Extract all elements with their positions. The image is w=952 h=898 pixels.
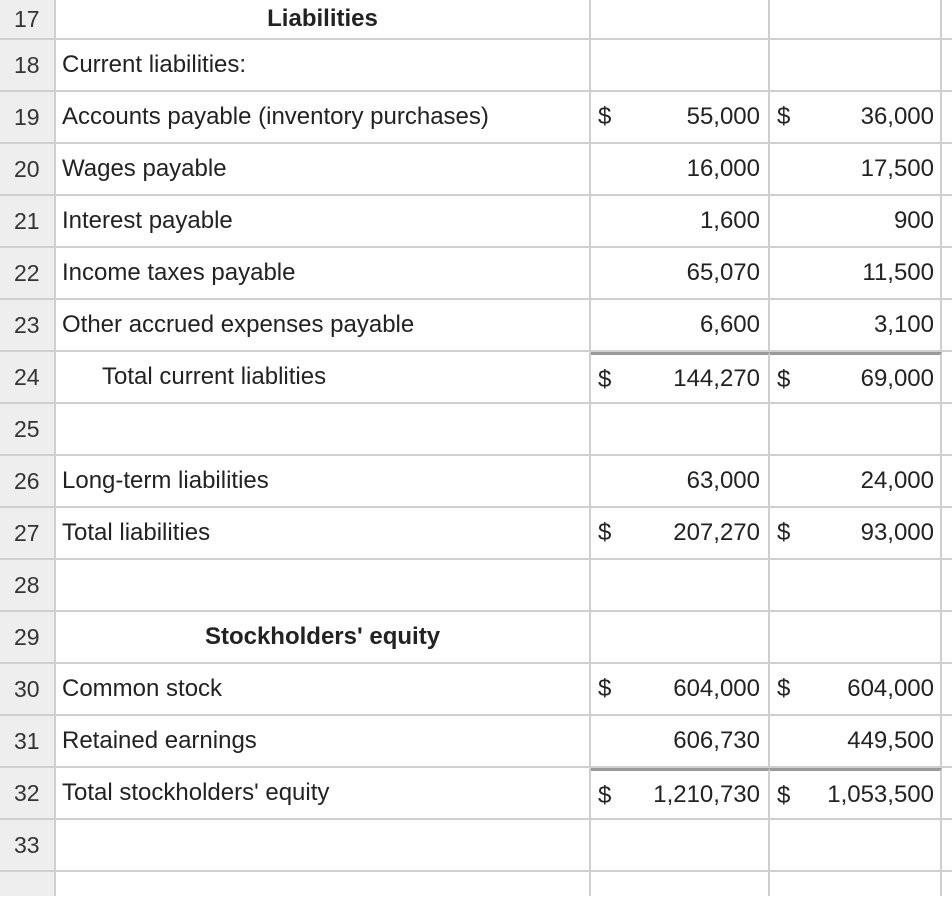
current-year-cell[interactable] bbox=[591, 768, 770, 818]
label-cell[interactable]: Total current liablities bbox=[56, 352, 591, 402]
label-cell[interactable]: Other accrued expenses payable bbox=[56, 300, 591, 350]
value: 16,000 bbox=[686, 155, 760, 182]
row-number[interactable]: 20 bbox=[0, 144, 56, 194]
table-row bbox=[0, 144, 952, 196]
row-number[interactable]: 31 bbox=[0, 716, 56, 766]
current-year-cell[interactable] bbox=[591, 612, 770, 662]
prior-year-cell[interactable] bbox=[770, 560, 942, 610]
table-row bbox=[0, 456, 952, 508]
dollar-sign: $ bbox=[777, 103, 791, 130]
dollar-sign: $ bbox=[777, 675, 791, 702]
label-cell[interactable]: Accounts payable (inventory purchases) bbox=[56, 92, 591, 142]
table-row-partial bbox=[0, 872, 952, 896]
row-number[interactable]: 22 bbox=[0, 248, 56, 298]
value: 900 bbox=[893, 207, 934, 234]
dollar-sign: $ bbox=[598, 103, 612, 130]
current-year-cell[interactable] bbox=[591, 248, 770, 298]
prior-year-cell[interactable] bbox=[770, 300, 942, 350]
row-number[interactable]: 33 bbox=[0, 820, 56, 870]
prior-year-cell[interactable] bbox=[770, 352, 942, 402]
prior-year-cell[interactable] bbox=[770, 144, 942, 194]
current-year-cell[interactable] bbox=[591, 872, 770, 896]
table-row bbox=[0, 768, 952, 820]
prior-year-cell[interactable] bbox=[770, 820, 942, 870]
current-year-cell[interactable] bbox=[591, 92, 770, 142]
table-row bbox=[0, 820, 952, 872]
prior-year-cell[interactable] bbox=[770, 196, 942, 246]
current-year-cell[interactable] bbox=[591, 508, 770, 558]
table-row bbox=[0, 40, 952, 92]
table-row bbox=[0, 300, 952, 352]
prior-year-cell[interactable] bbox=[770, 404, 942, 454]
label-cell[interactable] bbox=[56, 404, 591, 454]
dollar-sign: $ bbox=[777, 519, 791, 546]
table-row bbox=[0, 404, 952, 456]
dollar-sign: $ bbox=[598, 519, 612, 546]
current-year-cell[interactable] bbox=[591, 352, 770, 402]
label-cell[interactable]: Interest payable bbox=[56, 196, 591, 246]
value: 11,500 bbox=[862, 259, 934, 286]
value: 17,500 bbox=[860, 155, 934, 182]
prior-year-cell[interactable] bbox=[770, 92, 942, 142]
current-year-cell[interactable] bbox=[591, 716, 770, 766]
row-number[interactable]: 24 bbox=[0, 352, 56, 402]
value: 69,000 bbox=[860, 364, 934, 392]
table-row bbox=[0, 508, 952, 560]
value: 207,270 bbox=[673, 519, 760, 546]
value: 604,000 bbox=[673, 675, 760, 702]
row-number[interactable]: 23 bbox=[0, 300, 56, 350]
table-row bbox=[0, 248, 952, 300]
label-cell[interactable]: Retained earnings bbox=[56, 716, 591, 766]
label-cell[interactable]: Wages payable bbox=[56, 144, 591, 194]
dollar-sign: $ bbox=[598, 675, 612, 702]
value: 55,000 bbox=[686, 103, 760, 130]
table-row bbox=[0, 196, 952, 248]
prior-year-cell[interactable] bbox=[770, 0, 942, 38]
row-number[interactable]: 17 bbox=[0, 0, 56, 38]
prior-year-cell[interactable] bbox=[770, 664, 942, 714]
row-number[interactable]: 18 bbox=[0, 40, 56, 90]
prior-year-cell[interactable] bbox=[770, 872, 942, 896]
current-year-cell[interactable] bbox=[591, 144, 770, 194]
row-number[interactable]: 21 bbox=[0, 196, 56, 246]
prior-year-cell[interactable] bbox=[770, 40, 942, 90]
row-number[interactable]: 26 bbox=[0, 456, 56, 506]
value: 604,000 bbox=[847, 675, 934, 702]
label-cell[interactable] bbox=[56, 872, 591, 896]
current-year-cell[interactable] bbox=[591, 40, 770, 90]
value: 1,600 bbox=[699, 207, 760, 234]
value: 1,053,500 bbox=[827, 780, 934, 808]
label-cell[interactable]: Common stock bbox=[56, 664, 591, 714]
label-cell[interactable]: Current liabilities: bbox=[56, 40, 591, 90]
table-row bbox=[0, 560, 952, 612]
dollar-sign: $ bbox=[777, 366, 791, 393]
prior-year-cell[interactable] bbox=[770, 716, 942, 766]
value: 606,730 bbox=[673, 727, 760, 754]
current-year-cell[interactable] bbox=[591, 664, 770, 714]
row-number[interactable]: 19 bbox=[0, 92, 56, 142]
value: 65,070 bbox=[686, 259, 760, 286]
label-cell[interactable]: Liabilities bbox=[56, 0, 591, 38]
prior-year-cell[interactable] bbox=[770, 768, 942, 818]
current-year-cell[interactable] bbox=[591, 456, 770, 506]
prior-year-cell[interactable] bbox=[770, 248, 942, 298]
row-number[interactable]: 30 bbox=[0, 664, 56, 714]
table-row bbox=[0, 92, 952, 144]
table-row bbox=[0, 612, 952, 664]
value: 6,600 bbox=[699, 311, 760, 338]
table-row bbox=[0, 664, 952, 716]
prior-year-cell[interactable] bbox=[770, 508, 942, 558]
row-number[interactable]: 29 bbox=[0, 612, 56, 662]
prior-year-cell[interactable] bbox=[770, 456, 942, 506]
current-year-cell[interactable] bbox=[591, 0, 770, 38]
row-number[interactable]: 32 bbox=[0, 768, 56, 818]
value: 449,500 bbox=[847, 727, 934, 754]
value: 93,000 bbox=[860, 519, 934, 546]
label-cell[interactable] bbox=[56, 560, 591, 610]
value: 63,000 bbox=[686, 467, 760, 494]
label-cell[interactable]: Income taxes payable bbox=[56, 248, 591, 298]
value: 144,270 bbox=[673, 364, 760, 392]
label-cell[interactable]: Total liabilities bbox=[56, 508, 591, 558]
label-cell[interactable]: Total stockholders' equity bbox=[56, 768, 591, 818]
value: 24,000 bbox=[860, 467, 934, 494]
current-year-cell[interactable] bbox=[591, 196, 770, 246]
dollar-sign: $ bbox=[598, 366, 612, 393]
value: 3,100 bbox=[873, 311, 934, 338]
value: 36,000 bbox=[860, 103, 934, 130]
label-cell[interactable]: Stockholders' equity bbox=[56, 612, 591, 662]
current-year-cell[interactable] bbox=[591, 404, 770, 454]
value: 1,210,730 bbox=[653, 780, 760, 808]
dollar-sign: $ bbox=[598, 782, 612, 809]
current-year-cell[interactable] bbox=[591, 820, 770, 870]
label-cell[interactable]: Long-term liabilities bbox=[56, 456, 591, 506]
row-number[interactable]: 25 bbox=[0, 404, 56, 454]
row-number[interactable] bbox=[0, 872, 56, 896]
row-number[interactable]: 27 bbox=[0, 508, 56, 558]
table-row bbox=[0, 352, 952, 404]
label-cell[interactable] bbox=[56, 820, 591, 870]
current-year-cell[interactable] bbox=[591, 560, 770, 610]
dollar-sign: $ bbox=[777, 782, 791, 809]
current-year-cell[interactable] bbox=[591, 300, 770, 350]
row-number[interactable]: 28 bbox=[0, 560, 56, 610]
table-row bbox=[0, 716, 952, 768]
prior-year-cell[interactable] bbox=[770, 612, 942, 662]
table-row bbox=[0, 0, 952, 40]
